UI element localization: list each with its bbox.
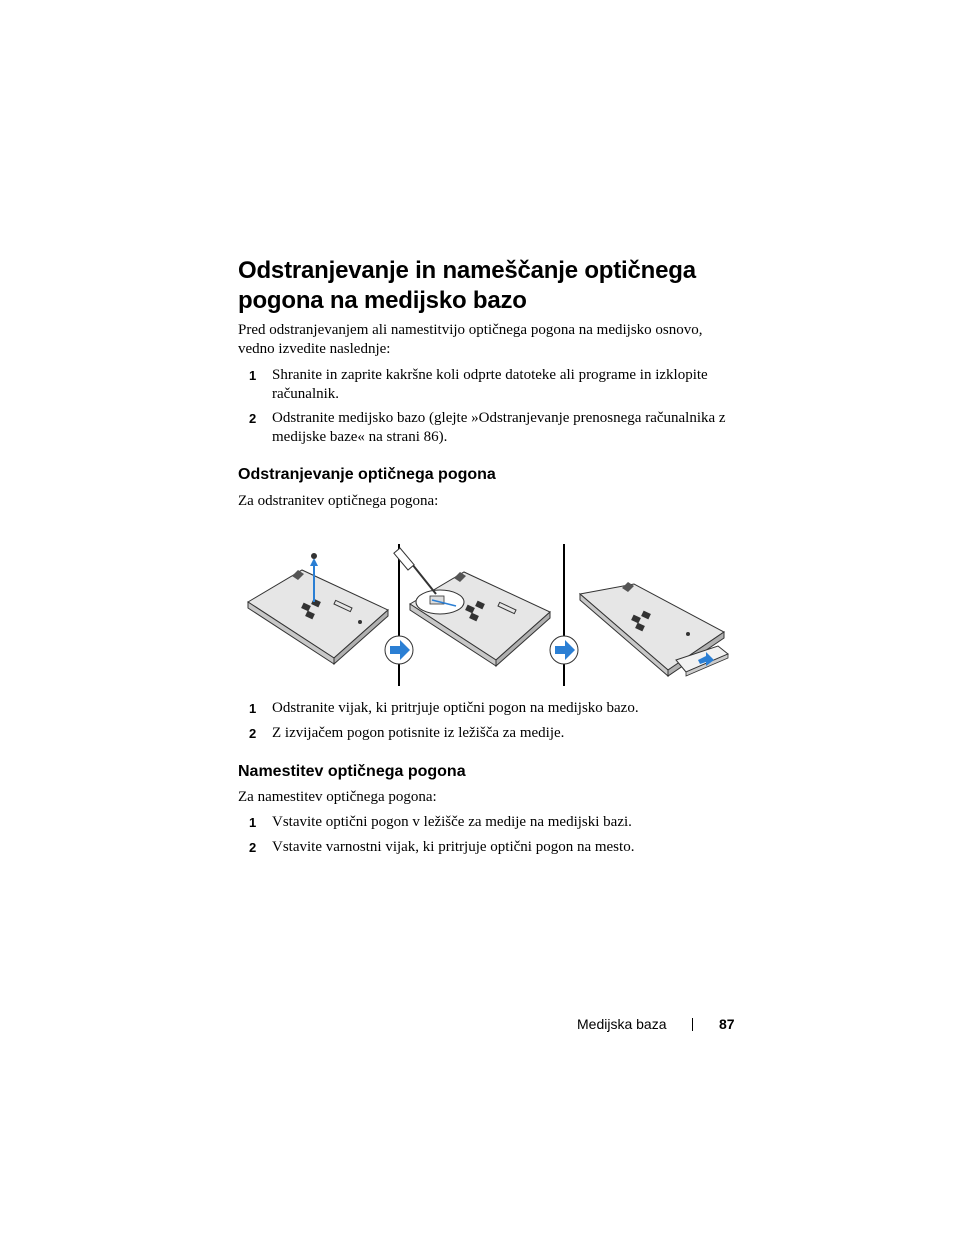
step-text: Shranite in zaprite kakršne koli odprte datoteke ali programe in izklopite računalnik. — [272, 367, 708, 402]
step-number: 1 — [249, 815, 257, 830]
removal-heading: Odstranjevanje optičnega pogona — [238, 466, 496, 483]
step-number: 2 — [249, 840, 257, 855]
intro-paragraph: Pred odstranjevanjem ali namestitvijo optičnega pogona na medijsko osnovo, vedno izvedite naslednje: — [238, 322, 703, 357]
step-number: 2 — [249, 411, 257, 426]
media-base-screw-removal-icon — [248, 553, 388, 664]
media-base-drive-ejected-icon — [580, 582, 728, 676]
removal-intro: Za odstranitev optičnega pogona: — [238, 493, 439, 509]
removal-illustration — [240, 542, 740, 688]
install-heading: Namestitev optičnega pogona — [238, 763, 466, 780]
step-number: 2 — [249, 726, 257, 741]
step-number: 1 — [249, 701, 257, 716]
page-title: Odstranjevanje in nameščanje optičnega pogona na medijsko bazo — [238, 257, 696, 314]
step-text: Odstranite medijsko bazo (glejte »Odstranjevanje prenosnega računalnika z medijske baze« na strani 86). — [272, 410, 726, 445]
media-base-screwdriver-push-icon — [394, 548, 550, 666]
footer-section-title: Medijska baza — [577, 1016, 667, 1032]
install-intro: Za namestitev optičnega pogona: — [238, 789, 437, 805]
step-text: Vstavite varnostni vijak, ki pritrjuje optični pogon na mesto. — [272, 839, 635, 855]
step-text: Z izvijačem pogon potisnite iz ležišča za medije. — [272, 725, 565, 741]
page-number: 87 — [719, 1016, 735, 1032]
step-text: Vstavite optični pogon v ležišče za medije na medijski bazi. — [272, 814, 632, 830]
footer-divider — [692, 1018, 693, 1031]
step-number: 1 — [249, 368, 257, 383]
step-text: Odstranite vijak, ki pritrjuje optični pogon na medijsko bazo. — [272, 700, 639, 716]
